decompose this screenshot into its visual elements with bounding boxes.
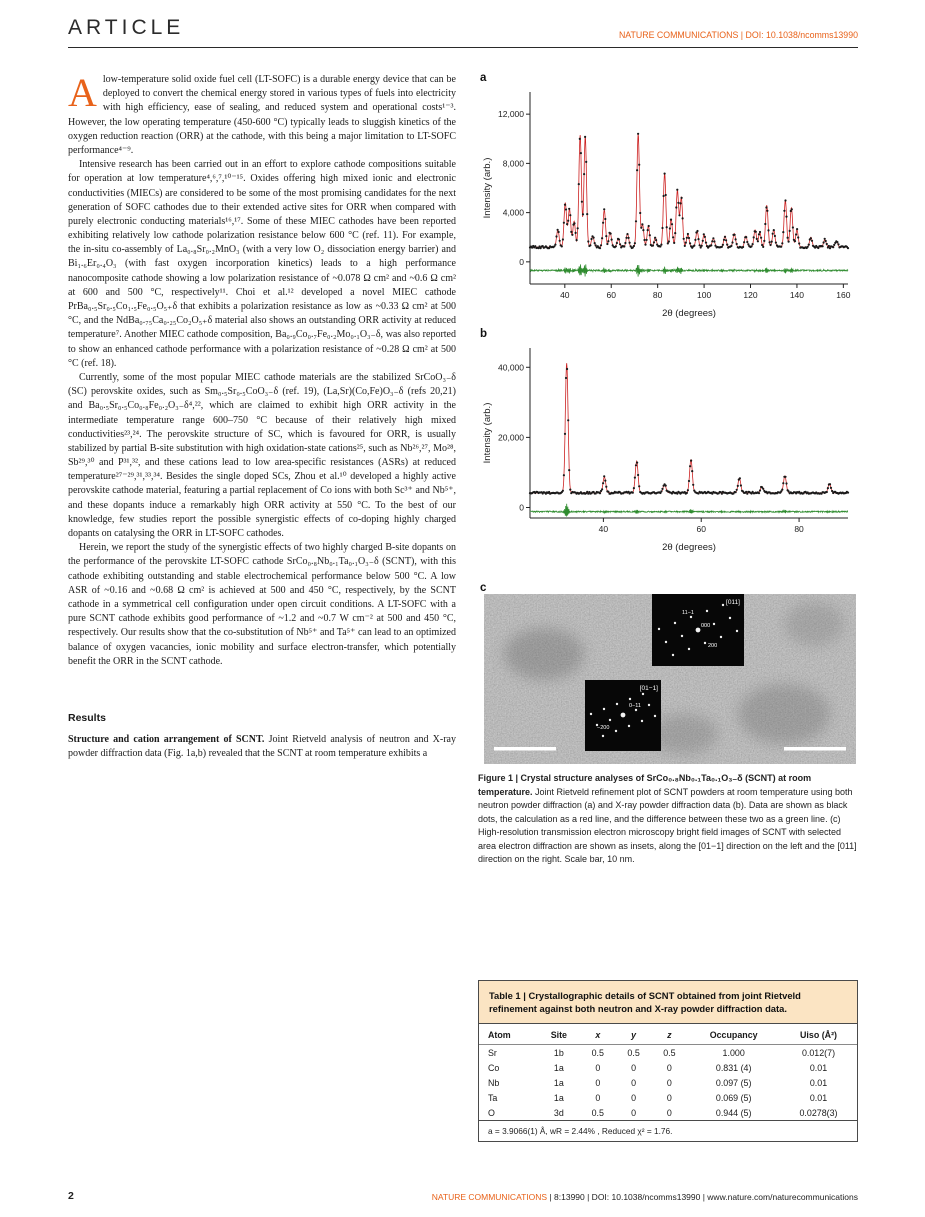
intro-paragraph-3: Currently, some of the most popular MIEC cathode materials are the stabilized SrCoO₃₋δ (SC) perovskite oxides, such as Sm₀.₅Sr₀.₅CoO₃₋δ (ref. 19), (La,Sr)(Co,Fe)O₃₋δ (refs 20,21) and Ba₀.₅Sr₀.₅Co₀.₈Fe₀.₂O₃₋δ⁴,²², which are claimed to exhibit high ORR activity in the intermediate temperature range 600–750 °C because of their relatively high mixed conductivities²³,²⁴. The perovskite structure of SC, which is favoured for ORR, is usually stabilized by partial B-site substitution with high oxidation-state cations²⁵, such as Nb²⁶,²⁷, Mo²⁸, Sb²⁹,³⁰ and P³¹,³², and these cations lead to low area-specific resistances (ASRs) at reduced temperature²⁷⁻²⁹,³¹,³³,³⁴. Besides the single doped SCs, Zhou et al.¹⁰ developed a highly active perovskite cathode material, featuring a partial replacement of Co ions with both Sc³⁺ and Nb⁵⁺, and these dopants induce a remarkably high ORR activity at 550 °C. To the best of our knowledge, few studies report the possible synergistic effects of co-doping highly charged dopants on catalysing the ORR in LT-SOFC cathodes.: [68, 371, 456, 539]
results-section: [68, 711, 456, 761]
table-cell: 0: [666, 1077, 672, 1088]
table-cell: 0.5: [627, 1047, 640, 1058]
svg-text:60: 60: [606, 290, 616, 300]
tem-micrograph: [484, 594, 856, 764]
table-cell: 0: [595, 1062, 601, 1073]
table-cell: 0: [666, 1107, 672, 1118]
results-heading: Results: [68, 711, 106, 724]
table-cell: 1b: [553, 1047, 564, 1058]
table-cell: 0: [631, 1092, 637, 1103]
table-cell: 0.097 (5): [715, 1077, 752, 1088]
col-atom: Atom: [479, 1024, 538, 1045]
panel-a-label: a: [480, 72, 487, 84]
table-cell: 0: [595, 1092, 601, 1103]
table-cell: 0: [631, 1077, 637, 1088]
col-occupancy: Occupancy: [687, 1024, 780, 1045]
col-x: x: [580, 1024, 616, 1045]
table-cell: Sr: [488, 1047, 497, 1058]
table-cell: 1a: [553, 1092, 564, 1103]
results-paragraph: [68, 733, 456, 761]
svg-text:80: 80: [652, 290, 663, 300]
table-row: [479, 1045, 857, 1061]
svg-text:40: 40: [598, 524, 609, 534]
intro-paragraph-1: [68, 70, 456, 158]
dropcap-letter: A: [68, 70, 97, 115]
figure-caption-body: Joint Rietveld refinement plot of SCNT powders at room temperature using both neutron powder diffraction (a) and X-ray powder diffraction data (b). Data are shown as black dots, the calculation as a red line, and the difference between these two as a green line. (c) High-resolution transmission electron microscopy bright field images of SCNT with selected area electron diffraction are shown as insets, along the [01−1] direction on the left and the [011] direction on the right. Scale bar, 10 nm.: [478, 786, 857, 864]
table-cell: 0: [666, 1092, 672, 1103]
svg-text:12,000: 12,000: [498, 109, 524, 120]
table-cell: 1a: [553, 1077, 564, 1088]
table-title: Table 1 | Crystallographic details of SCNT obtained from joint Rietveld refinement against both neutron and X-ray powder diffraction data.: [479, 981, 857, 1024]
svg-text:40: 40: [560, 290, 570, 300]
col-site: Site: [538, 1024, 580, 1045]
table-cell: Nb: [488, 1077, 500, 1088]
table-cell: Ta: [488, 1092, 498, 1103]
scale-bar-right: [784, 747, 846, 751]
table-header-row: [479, 1024, 857, 1045]
spot-label-0-11: 0−11: [629, 703, 641, 709]
results-subheading: Structure and cation arrangement of SCNT.: [68, 733, 265, 745]
spot-label--200: −200: [597, 725, 610, 731]
spot-label-000: 000: [701, 623, 711, 629]
body-text-column: [68, 70, 456, 761]
table-cell: 0: [631, 1062, 637, 1073]
figure-caption-title: Figure 1 | Crystal structure analyses of SrCo₀.₈Nb₀.₁Ta₀.₁O₃₋δ (SCNT) at room temperature.: [478, 773, 812, 797]
svg-text:2θ (degrees): 2θ (degrees): [662, 542, 716, 553]
neutron-diffraction-chart: [478, 84, 858, 324]
svg-text:0: 0: [519, 502, 524, 513]
crystallographic-table: [479, 1024, 857, 1120]
table-footnote: a = 3.9066(1) Å, wR = 2.44% , Reduced χ² = 1.76.: [479, 1120, 857, 1141]
table-cell: 0.0278(3): [799, 1107, 838, 1118]
table-row: [479, 1105, 857, 1120]
col-y: y: [616, 1024, 652, 1045]
col-z: z: [652, 1024, 688, 1045]
table-cell: 0.944 (5): [715, 1107, 752, 1118]
svg-text:0: 0: [519, 256, 524, 267]
spot-label-200: 200: [708, 643, 718, 649]
table-cell: 1a: [553, 1062, 564, 1073]
intro-paragraph-2: Intensive research has been carried out in an effort to explore cathode compositions suitable for operation at low temperature⁴,⁶,⁷,¹⁰⁻¹⁵. Oxides offering high mixed ionic and electronic conductivities (MIECs) are considered to be some of the most promising candidates for the next generation of SOFC cathodes due to their extended active sites for ORR when compared with purely electronic conducting materials¹⁶,¹⁷. Some of these MIEC cathodes have been reported exhibiting relatively low cathode polarization resistance below 600 °C (ref. 11). For example, the in-situ co-assembly of La₀.₈Sr₀.₂MnO₃ (with a very low O₂ dissociation energy barrier) and Bi₁.₆Er₀.₄O₃ (with fast oxygen incorporation kinetics) leads to a high performance nanocomposite cathode showing a low polarization resistance of ~0.078 Ω cm² and ~0.6 Ω cm² at 600 and 500 °C, respectively¹¹. Choi et al.¹² developed a novel MIEC cathode PrBa₀.₅Sr₀.₅Co₁.₅Fe₀.₅O₅₊δ that exhibits a polarization resistance as low as ~0.33 Ω cm² at 500 °C, and the NdBa₀.₇₅Ca₀.₂₅Co₂O₅₊δ material also shows an outstanding ORR activity at reduced temperature⁷. Another MIEC cathode composition, Ba₀.₉Co₀.₇Fe₀.₂Mo₀.₁O₃₋δ, was also reported to show an enhanced cathode performance with a polarization resistance of ~0.28 Ω cm² at 500 °C (ref. 18).: [68, 159, 456, 369]
xray-diffraction-chart: [478, 340, 858, 558]
svg-text:40,000: 40,000: [498, 362, 524, 373]
svg-text:2θ (degrees): 2θ (degrees): [662, 308, 716, 319]
table-cell: 0.831 (4): [715, 1062, 752, 1073]
svg-text:Intensity (arb.): Intensity (arb.): [482, 402, 493, 464]
table-1: [478, 980, 858, 1142]
spot-label-11-1: 11−1: [682, 610, 694, 616]
results-text: Joint Rietveld analysis of neutron and X-ray powder diffraction data (Fig. 1a,b) revealed that the SCNT at room temperature exhibits a: [68, 733, 456, 759]
figure-caption: [478, 772, 858, 867]
table-cell: 3d: [553, 1107, 564, 1118]
table-cell: 1.000: [722, 1047, 745, 1058]
svg-text:Intensity (arb.): Intensity (arb.): [482, 157, 493, 219]
col-uiso: Uiso (Å²): [780, 1024, 857, 1045]
svg-text:100: 100: [696, 290, 712, 300]
right-inset-zone-axis-label: [011]: [726, 599, 740, 606]
svg-text:20,000: 20,000: [498, 432, 524, 443]
table-cell: 0.069 (5): [715, 1092, 752, 1103]
table-cell: 0: [666, 1062, 672, 1073]
svg-text:140: 140: [789, 290, 805, 300]
journal-doi-link[interactable]: NATURE COMMUNICATIONS | DOI: 10.1038/ncomms13990: [618, 30, 858, 40]
scale-bar-left: [494, 747, 556, 751]
table-cell: 0.01: [809, 1062, 828, 1073]
footer-citation-rest[interactable]: | 8:13990 | DOI: 10.1038/ncomms13990 | www.nature.com/naturecommunications: [547, 1192, 858, 1202]
table-cell: 0.01: [809, 1092, 828, 1103]
table-cell: 0.012(7): [801, 1047, 836, 1058]
svg-text:4,000: 4,000: [502, 207, 524, 218]
table-cell: Co: [488, 1062, 500, 1073]
table-cell: 0.5: [663, 1047, 676, 1058]
svg-text:80: 80: [794, 524, 804, 534]
table-row: [479, 1090, 857, 1105]
table-cell: 0.5: [591, 1047, 604, 1058]
left-inset-zone-axis-label: [01−1]: [639, 685, 658, 692]
table-cell: 0.01: [809, 1077, 828, 1088]
page-number: 2: [68, 1190, 74, 1202]
table-row: [479, 1075, 857, 1090]
svg-text:60: 60: [696, 524, 706, 534]
table-row: [479, 1060, 857, 1075]
table-cell: 0: [595, 1077, 601, 1088]
footer-journal-name[interactable]: NATURE COMMUNICATIONS: [431, 1192, 548, 1202]
intro-paragraph-4: Herein, we report the study of the synergistic effects of two highly charged B-site dopants on the performance of the perovskite LT-SOFC cathode SrCo₀.₈Nb₀.₁Ta₀.₁O₃₋δ (SCNT), with this cathode exhibiting outstanding and stable electrochemical performance below 500 °C. A low ASR of ~0.16 and ~0.68 Ω cm² is achieved at 500 and 450 °C, respectively, by the SCNT cathode in a symmetrical cell configuration under open circuit conditions. A LT-SOFC with a pure SCNT cathode exhibits good performance of ~1.2 and ~0.7 W cm⁻² at 500 and 450 °C, respectively. Our results show that the co-substitution of Nb⁵⁺ and Ta⁵⁺ can lead to an optimized balance of oxygen vacancies, ionic mobility and surface electron-transfer, which potentially benefit the ORR in the SCNT cathode.: [68, 542, 456, 667]
paragraph-text: low-temperature solid oxide fuel cell (LT-SOFC) is a durable energy device that can be deployed to convert the chemical energy stored in various types of fuels into electricity with high efficiency, ease of sealing, and reduced system and operational costs¹⁻³. However, the low operating temperature (450-600 °C) typically leads to sluggish kinetics of the oxygen reduction reaction (ORR) at the cathode, with this being a major limitation to LT-SOFC performance⁴⁻⁹.: [68, 74, 456, 156]
table-cell: 0.5: [591, 1107, 604, 1118]
svg-text:120: 120: [743, 290, 758, 300]
svg-text:8,000: 8,000: [502, 158, 524, 169]
table-cell: O: [488, 1107, 495, 1118]
panel-b-label: b: [480, 328, 488, 340]
footer-citation: [432, 1192, 858, 1202]
table-cell: 0: [631, 1107, 637, 1118]
header-rule: [68, 47, 858, 48]
panel-c-label: c: [480, 582, 487, 594]
article-label: ARTICLE: [68, 16, 185, 39]
svg-text:160: 160: [836, 290, 851, 300]
